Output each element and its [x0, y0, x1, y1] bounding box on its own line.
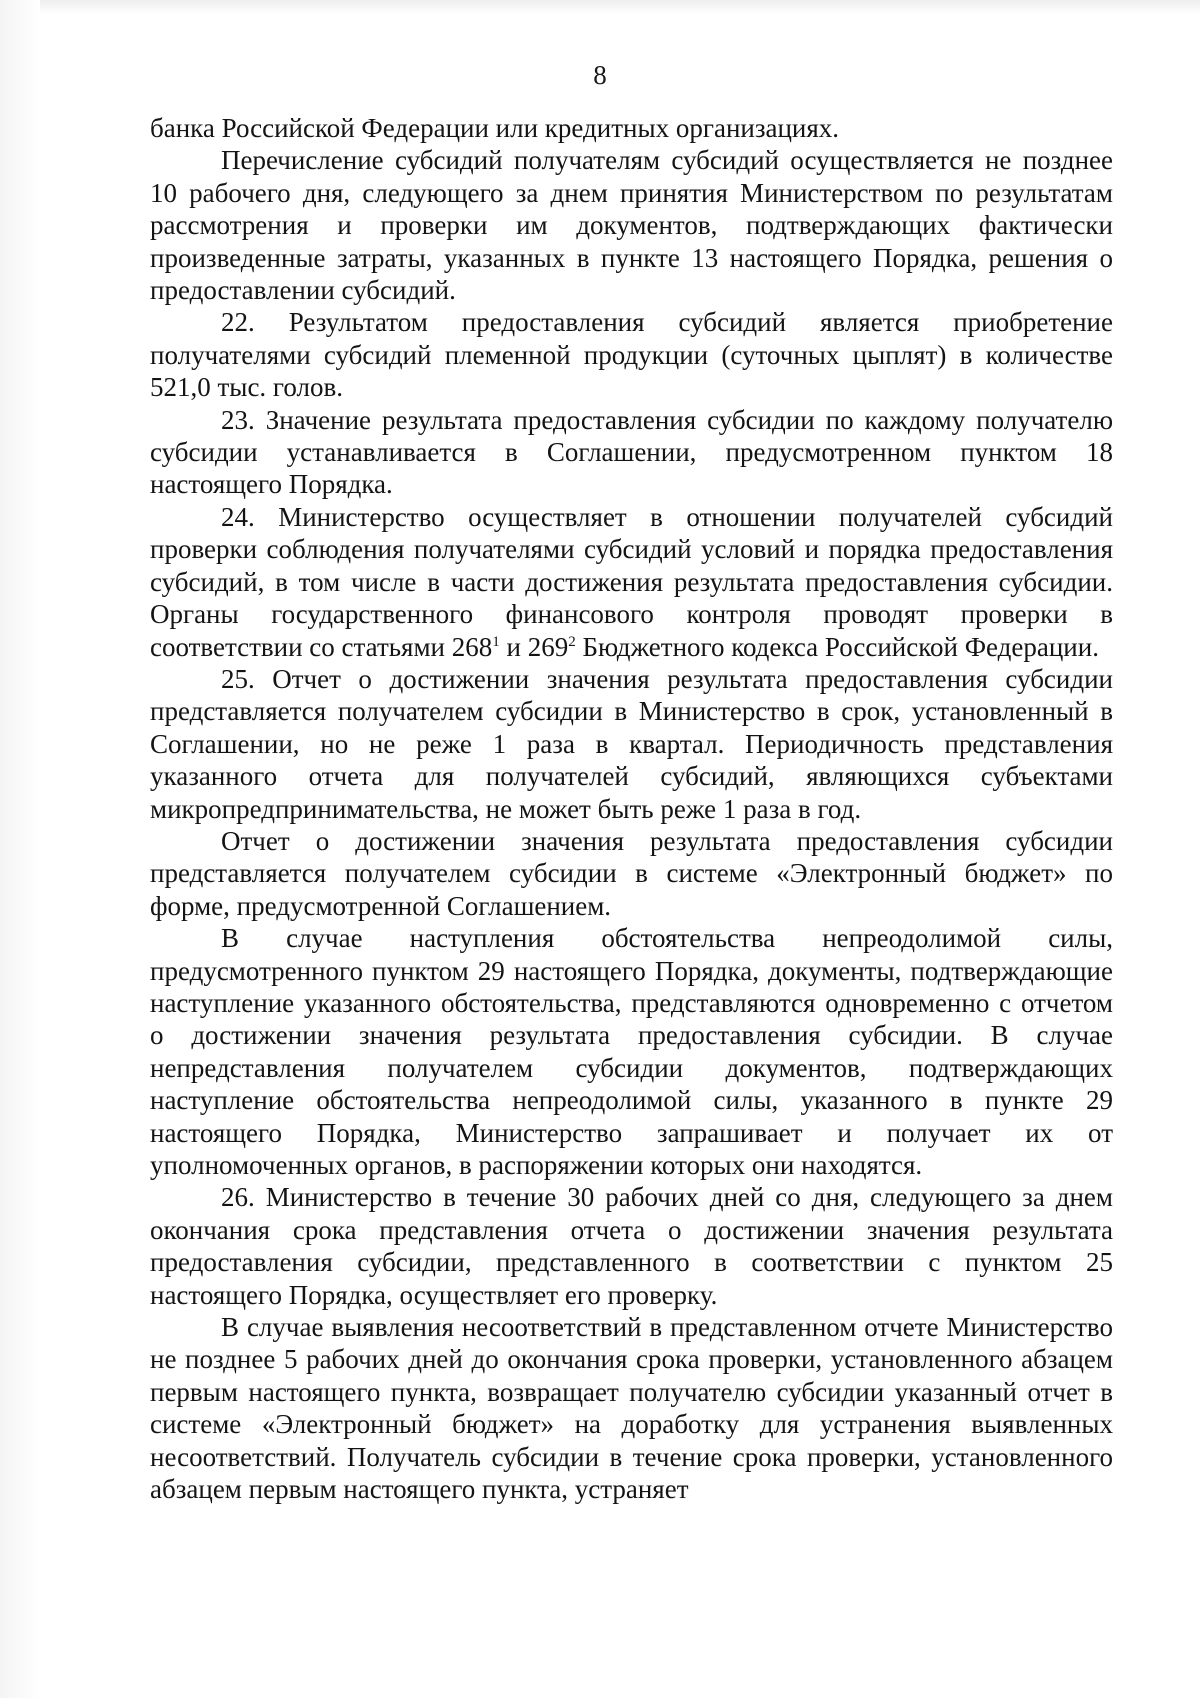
- paragraph-25: 25. Отчет о достижении значения результата предоставления субсидии представляется получателем субсидии в Министерство в срок, установленный в Соглашении, но не реже 1 раза в квартал. Периодичность представления указанного отчета для получателей субсидий, являющихся субъектами микропредпринимательства, не может быть реже 1 раза в год.: [150, 663, 1113, 824]
- paragraph-force-majeure: В случае наступления обстоятельства непреодолимой силы, предусмотренного пунктом 29 настоящего Порядка, документы, подтверждающие наступление указанного обстоятельства, представляются одновременно с отчетом о достижении значения результата предоставления субсидии. В случае непредставления получателем субсидии документов, подтверждающих наступление обстоятельства непреодолимой силы, указанного в пункте 29 настоящего Порядка, Министерство запрашивает и получает их от уполномоченных органов, в распоряжении которых они находятся.: [150, 923, 1113, 1180]
- scan-edge-left: [0, 0, 40, 1698]
- paragraph-continuation: банка Российской Федерации или кредитных организациях.: [150, 113, 840, 143]
- paragraph-24: [150, 501, 1113, 663]
- paragraph-22: 22. Результатом предоставления субсидий является приобретение получателями субсидий племенной продукции (суточных цыплят) в количестве 521,0 тыс. голов.: [150, 307, 1113, 403]
- superscript-article-268: 1: [492, 633, 500, 650]
- superscript-article-269: 2: [568, 633, 576, 650]
- document-body: [150, 112, 1113, 1505]
- paragraph-24-text-c: Бюджетного кодекса Российской Федерации.: [575, 631, 1099, 662]
- paragraph-discrepancies: В случае выявления несоответствий в представленном отчете Министерство не позднее 5 рабочих дней до окончания срока проверки, установленного абзацем первым настоящего пункта, возвращает получателю субсидии указанный отчет в системе «Электронный бюджет» на доработку для устранения выявленных несоответствий. Получатель субсидии в течение срока проверки, установленного абзацем первым настоящего пункта, устраняет: [150, 1312, 1113, 1505]
- paragraph-23: 23. Значение результата предоставления субсидии по каждому получателю субсидии устанавливается в Соглашении, предусмотренном пунктом 18 настоящего Порядка.: [150, 404, 1113, 500]
- paragraph-report-form: Отчет о достижении значения результата предоставления субсидии представляется получателем субсидии в системе «Электронный бюджет» по форме, предусмотренной Соглашением.: [150, 825, 1113, 921]
- paragraph-26: 26. Министерство в течение 30 рабочих дней со дня, следующего за днем окончания срока представления отчета о достижении значения результата предоставления субсидии, представленного в соответствии с пунктом 25 настоящего Порядка, осуществляет его проверку.: [150, 1182, 1113, 1310]
- page-number: 8: [593, 60, 607, 90]
- paragraph-subsidy-transfer: Перечисление субсидий получателям субсидий осуществляется не позднее 10 рабочего дня, следующего за днем принятия Министерством по результатам рассмотрения и проверки им документов, подтверждающих фактически произведенные затраты, указанных в пункте 13 настоящего Порядка, решения о предоставлении субсидий.: [150, 145, 1113, 306]
- paragraph-24-text-a: 24. Министерство осуществляет в отношении получателей субсидий проверки соблюдения получателями субсидий условий и порядка предоставления субсидий, в том числе в части достижения результата предоставления субсидии. Органы государственного финансового контроля проводят проверки в соответствии со статьями 268: [150, 501, 1113, 662]
- scan-edge-top: [0, 0, 1200, 14]
- paragraph-24-text-b: и 269: [499, 631, 569, 662]
